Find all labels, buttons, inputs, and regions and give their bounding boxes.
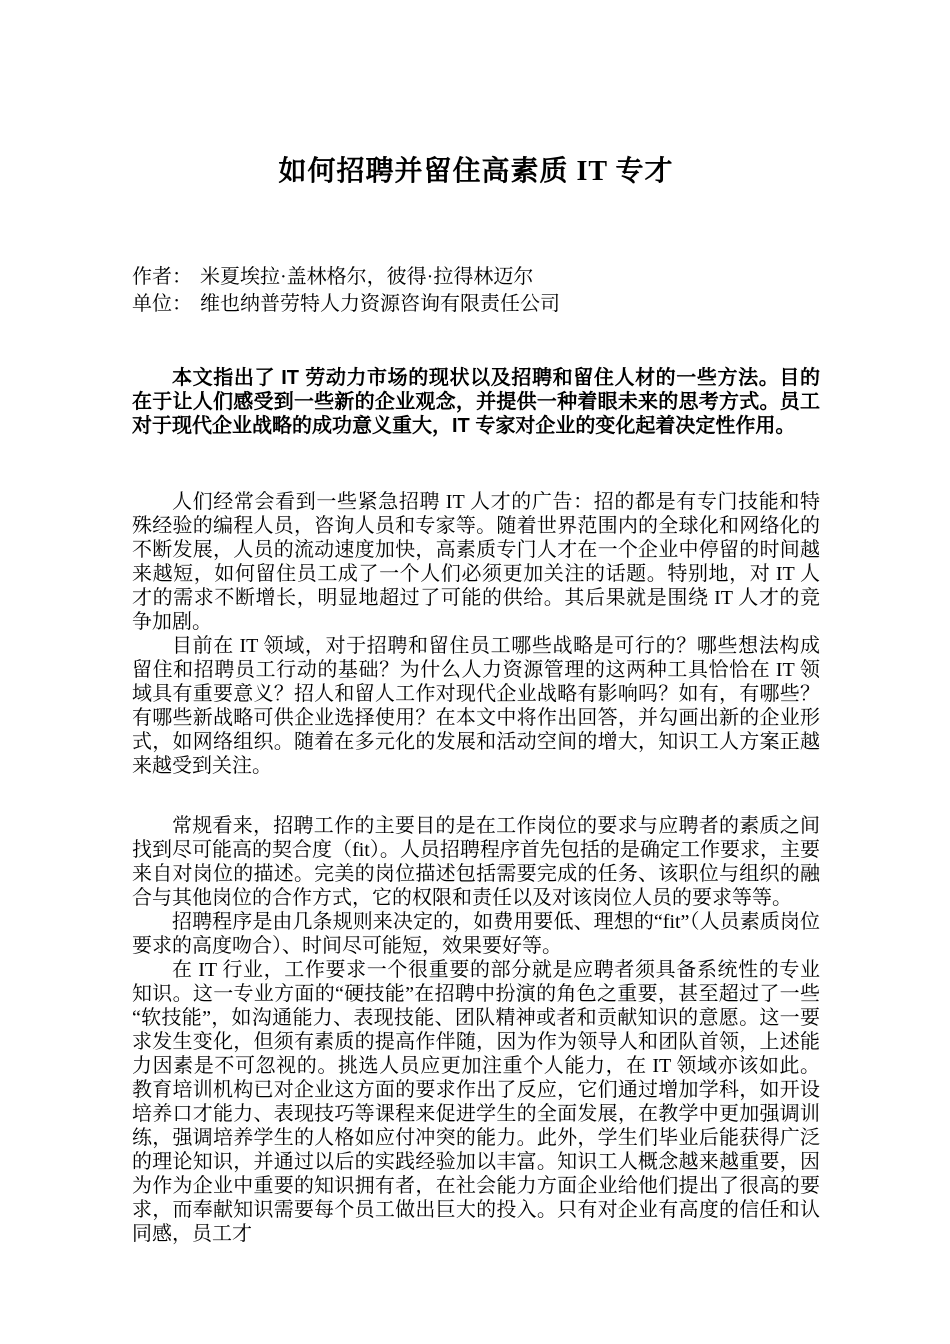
- organization-label: 单位：: [132, 293, 192, 315]
- body-paragraph: 目前在 IT 领域，对于招聘和留住员工哪些战略是可行的？哪些想法构成留住和招聘员工行动的基础？为什么人力资源管理的这两种工具恰恰在 IT 领域具有重要意义？招人和留人工作对现代企业战略有影响吗？如有，有哪些？有哪些新战略可供企业选择使用？在本文中将作出回答，并勾画出新的企业形式，如网络组织。随着在多元化的发展和活动空间的增大，知识工人方案正越来越受到关注。: [132, 635, 820, 777]
- abstract-paragraph: 本文指出了 IT 劳动力市场的现状以及招聘和留住人材的一些方法。目的在于让人们感受到一些新的企业观念，并提供一种着眼未来的思考方式。员工对于现代企业战略的成功意义重大，IT 专家对企业的变化起着决定性作用。: [132, 367, 820, 437]
- author-label: 作者：: [132, 266, 192, 288]
- byline-block: [132, 264, 820, 318]
- document-content: [132, 0, 820, 1246]
- document-title: 如何招聘并留住高素质 IT 专才: [278, 156, 674, 187]
- body-paragraph: 常规看来，招聘工作的主要目的是在工作岗位的要求与应聘者的素质之间找到尽可能高的契合度（fit）。人员招聘程序首先包括的是确定工作要求，主要来自对岗位的描述。完美的岗位描述包括需要完成的任务、该职位与组织的融合与其他岗位的合作方式，它的权限和责任以及对该岗位人员的要求等等。: [132, 815, 820, 909]
- body-paragraph: 在 IT 行业，工作要求一个很重要的部分就是应聘者须具备系统性的专业知识。这一专业方面的“硬技能”在招聘中扮演的角色之重要，甚至超过了一些“软技能”，如沟通能力、表现技能、团队精神或者和贡献知识的意愿。这一要求发生变化，但须有素质的提高作伴随，因为作为领导人和团队首领，上述能力因素是不可忽视的。挑选人员应更加注重个人能力，在 IT 领域亦该如此。教育培训机构已对企业这方面的要求作出了反应，它们通过增加学科，如开设培养口才能力、表现技巧等课程来促进学生的全面发展，在教学中更加强调训练，强调培养学生的人格如应付冲突的能力。此外，学生们毕业后能获得广泛的理论知识，并通过以后的实践经验加以丰富。知识工人概念越来越重要，因为作为企业中重要的知识拥有者，在社会能力方面企业给他们提出了很高的要求，而奉献知识需要每个员工做出巨大的投入。只有对企业有高度的信任和认同感，员工才: [132, 959, 820, 1245]
- body-paragraph: 人们经常会看到一些紧急招聘 IT 人才的广告：招的都是有专门技能和特殊经验的编程人员，咨询人员和专家等。随着世界范围内的全球化和网络化的不断发展，人员的流动速度加快，高素质专门人才在一个企业中停留的时间越来越短，如何留住员工成了一个人们必须更加关注的话题。特别地，对 IT 人才的需求不断增长，明显地超过了可能的供给。其后果就是围绕 IT 人才的竞争加剧。: [132, 491, 820, 633]
- author-line: [132, 264, 820, 291]
- author-names: 米夏埃拉·盖林格尔，彼得·拉得林迈尔: [200, 266, 534, 288]
- body-paragraph: 招聘程序是由几条规则来决定的，如费用要低、理想的“fit”（人员素质岗位要求的高度吻合）、时间尽可能短，效果要好等。: [132, 911, 820, 957]
- organization-line: [132, 291, 820, 318]
- body-text: [132, 490, 820, 1246]
- organization-name: 维也纳普劳特人力资源咨询有限责任公司: [200, 293, 560, 315]
